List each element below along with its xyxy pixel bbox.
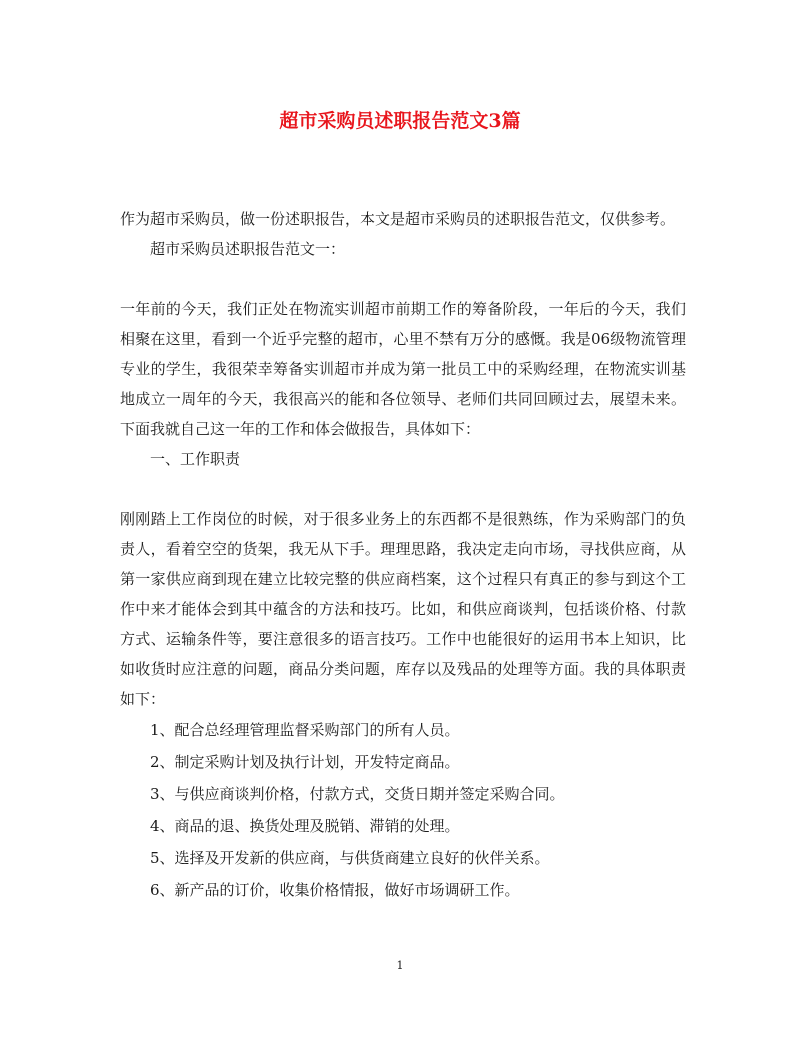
paragraph-2: 刚刚踏上工作岗位的时候，对于很多业务上的东西都不是很熟练，作为采购部门的负责人，看着空空的货架，我无从下手。理理思路，我决定走向市场，寻找供应商，从第一家供应商到现在建立比较完整的供应商档案，这个过程只有真正的参与到这个工作中来才能体会到其中蕴含的方法和技巧。比如，和供应商谈判，包括谈价格、付款方式、运输条件等，要注意很多的语言技巧。工作中也能很好的运用书本上知识，比如收货时应注意的问题，商品分类问题，库存以及残品的处理等方面。我的具体职责如下： <box>120 510 686 708</box>
duty-item-3: 3、与供应商谈判价格，付款方式，交货日期并签定采购合同。 <box>150 785 565 803</box>
subtitle-line: 超市采购员述职报告范文一： <box>150 240 346 258</box>
spacer <box>120 474 686 504</box>
page-number: 1 <box>396 959 404 972</box>
document-body <box>120 204 686 906</box>
intro-paragraph: 作为超市采购员，做一份述职报告，本文是超市采购员的述职报告范文，仅供参考。 <box>120 210 676 228</box>
document-title: 超市采购员述职报告范文3篇 <box>279 110 521 132</box>
duty-item-4: 4、商品的退、换货处理及脱销、滞销的处理。 <box>150 817 460 835</box>
duty-item-5: 5、选择及开发新的供应商，与供货商建立良好的伙伴关系。 <box>150 849 550 867</box>
duty-item-6: 6、新产品的订价，收集价格情报，做好市场调研工作。 <box>150 881 520 899</box>
paragraph-1: 一年前的今天，我们正处在物流实训超市前期工作的筹备阶段，一年后的今天，我们相聚在这里，看到一个近乎完整的超市，心里不禁有万分的感慨。我是06级物流管理专业的学生，我很荣幸筹备实训超市并成为第一批员工中的采购经理，在物流实训基地成立一周年的今天，我很高兴的能和各位领导、老师们共同回顾过去，展望未来。下面我就自己这一年的工作和体会做报告，具体如下： <box>120 300 686 438</box>
spacer <box>120 264 686 294</box>
duty-item-2: 2、制定采购计划及执行计划，开发特定商品。 <box>150 753 460 771</box>
section-heading-duties: 一、工作职责 <box>150 450 241 468</box>
duty-item-1: 1、配合总经理管理监督采购部门的所有人员。 <box>150 721 460 739</box>
